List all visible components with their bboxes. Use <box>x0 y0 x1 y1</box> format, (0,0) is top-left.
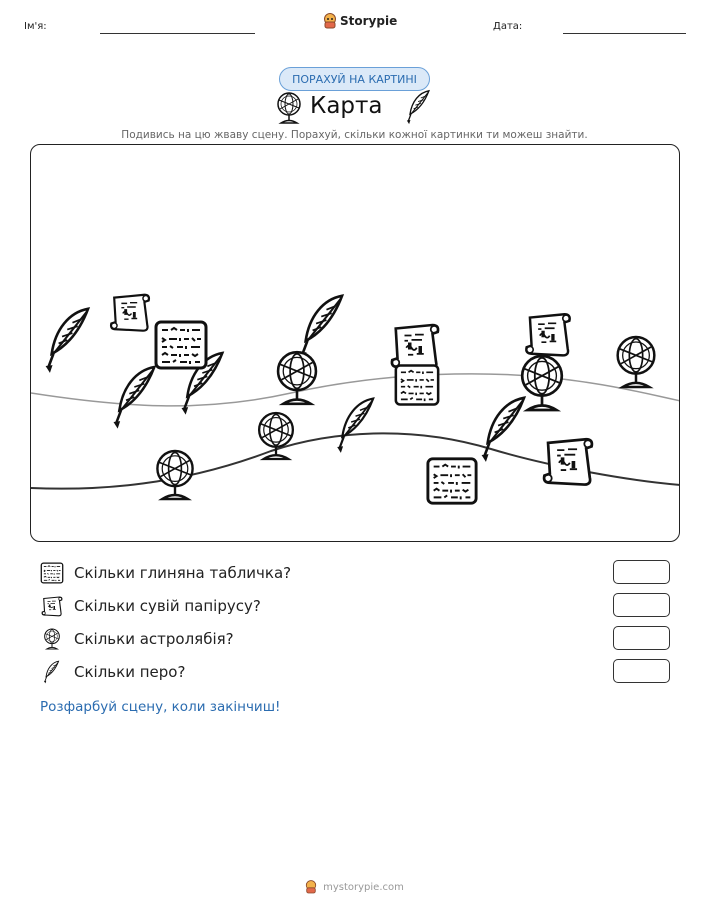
astrolabe-icon <box>40 627 64 651</box>
question-text: Скільки астролябія? <box>74 630 234 648</box>
papyrus-scroll-item <box>526 314 569 355</box>
instructions-text: Подивись на цю жваву сцену. Порахуй, скільки кожної картинки ти можеш знайти. <box>121 129 588 141</box>
question-row-feather <box>40 659 670 685</box>
clay-tablet-item <box>396 366 438 405</box>
astrolabe-item <box>278 352 316 404</box>
coloring-instruction: Розфарбуй сцену, коли закінчиш! <box>40 699 281 715</box>
counting-scene <box>30 144 680 542</box>
date-line[interactable] <box>563 33 686 34</box>
papyrus-scroll-item <box>392 325 438 369</box>
brand-name: Storypie <box>340 14 398 28</box>
papyrus-scroll-item <box>111 295 149 331</box>
name-label: Ім'я: <box>24 21 47 32</box>
footer <box>0 880 709 894</box>
papyrus-scroll-icon <box>40 594 64 618</box>
question-row-scroll <box>40 593 670 619</box>
question-text: Скільки перо? <box>74 663 186 681</box>
question-row-astrolabe <box>40 626 670 652</box>
astrolabe-item <box>618 337 655 387</box>
activity-type-badge: ПОРАХУЙ НА КАРТИНІ <box>279 67 430 91</box>
name-line[interactable] <box>100 33 255 34</box>
astrolabe-item <box>259 413 293 459</box>
clay-tablet-icon <box>40 561 64 585</box>
answer-box-feather[interactable] <box>613 659 670 683</box>
question-row-tablet <box>40 560 670 586</box>
feather-item <box>337 399 373 453</box>
answer-box-astrolabe[interactable] <box>613 626 670 650</box>
feather-item <box>300 296 342 360</box>
quill-feather-icon <box>40 660 64 684</box>
page-title: Карта <box>310 93 383 119</box>
answer-box-tablet[interactable] <box>613 560 670 584</box>
footer-url[interactable]: mystorypie.com <box>323 881 404 893</box>
brand-logo <box>323 13 397 29</box>
answer-box-scroll[interactable] <box>613 593 670 617</box>
storypie-mascot-icon <box>323 13 337 29</box>
astrolabe-item <box>522 356 562 410</box>
clay-tablet-item <box>156 322 206 368</box>
date-label: Дата: <box>493 21 523 32</box>
question-text: Скільки сувій папірусу? <box>74 597 261 615</box>
feather-item <box>114 367 155 429</box>
papyrus-scroll-item <box>544 439 592 484</box>
feather-title-icon <box>404 89 434 125</box>
globe-title-icon <box>274 90 304 126</box>
question-text: Скільки глиняна табличка? <box>74 564 292 582</box>
astrolabe-item <box>157 451 192 499</box>
storypie-mascot-icon <box>305 880 317 894</box>
clay-tablet-item <box>428 459 476 503</box>
feather-item <box>46 309 88 373</box>
